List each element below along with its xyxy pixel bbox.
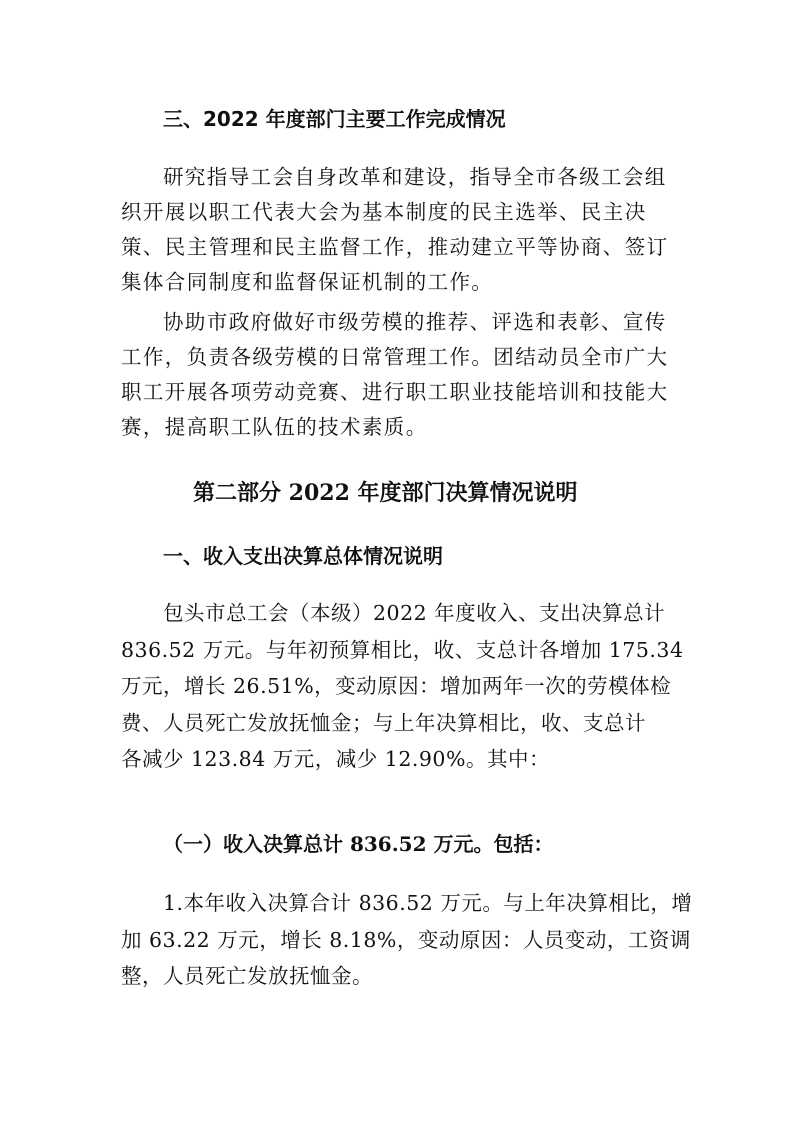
section-heading-main-work: 三、2022 年度部门主要工作完成情况	[163, 107, 506, 131]
paragraph-line: 加 63.22 万元，增长 8.18%，变动原因：人员变动，工资调	[121, 927, 691, 952]
paragraph-line: 策、民主管理和民主监督工作，推动建立平等协商、签订	[121, 235, 669, 259]
paragraph-line: 包头市总工会（本级）2022 年度收入、支出决算总计	[163, 601, 666, 625]
paragraph-line: 万元，增长 26.51%，变动原因：增加两年一次的劳模体检	[121, 674, 672, 698]
paragraph-annual-income	[121, 885, 692, 995]
paragraph-line: 整，人员死亡发放抚恤金。	[121, 964, 373, 988]
paragraph-line: 费、人员死亡发放抚恤金；与上年决算相比，收、支总计	[121, 710, 646, 735]
paragraph-line: 集体合同制度和监督保证机制的工作。	[121, 270, 494, 294]
paragraph-model-workers	[121, 305, 669, 445]
paragraph-line: 织开展以职工代表大会为基本制度的民主选举、民主决	[121, 200, 647, 224]
paragraph-line: 赛，提高职工队伍的技术素质。	[121, 415, 428, 439]
subheading-income-total: （一）收入决算总计 836.52 万元。包括：	[163, 832, 554, 856]
paragraph-line: 研究指导工会自身改革和建设，指导全市各级工会组	[163, 165, 667, 189]
paragraph-line: 职工开展各项劳动竞赛、进行职工职业技能培训和技能大	[121, 380, 669, 404]
paragraph-line: 工作，负责各级劳模的日常管理工作。团结动员全市广大	[121, 345, 669, 369]
paragraph-line: 各减少 123.84 万元，减少 12.90%。其中：	[121, 747, 550, 771]
part-two-title: 第二部分 2022 年度部门决算情况说明	[193, 480, 578, 506]
paragraph-union-reform	[121, 160, 669, 300]
paragraph-line: 1.本年收入决算合计 836.52 万元。与上年决算相比，增	[163, 891, 693, 915]
paragraph-line: 协助市政府做好市级劳模的推荐、评选和表彰、宣传	[163, 310, 667, 334]
section-heading-income-expense: 一、收入支出决算总体情况说明	[163, 544, 443, 568]
paragraph-line: 836.52 万元。与年初预算相比，收、支总计各增加 175.34	[121, 637, 684, 662]
paragraph-total-summary	[121, 595, 684, 778]
